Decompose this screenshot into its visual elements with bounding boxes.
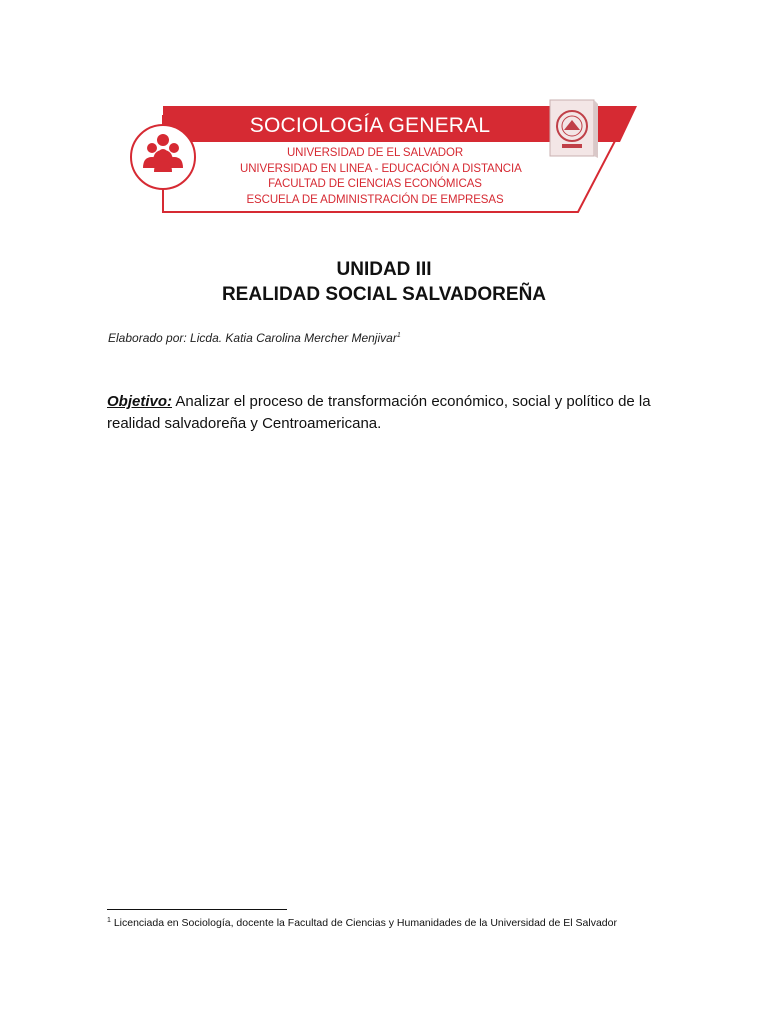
people-group-icon <box>131 118 195 182</box>
author-footnote-mark: 1 <box>396 332 401 339</box>
unit-title-heading: REALIDAD SOCIAL SALVADOREÑA <box>221 284 547 305</box>
footnote <box>107 917 617 929</box>
footnote-text: Licenciada en Sociología, docente la Facultad de Ciencias y Humanidades de la Universidad de El Salvador <box>113 917 617 929</box>
unit-number-heading: UNIDAD III <box>336 259 432 280</box>
objective-text: Analizar el proceso de transformación económico, social y político de la realidad salvadoreña y Centroamericana. <box>107 393 651 432</box>
banner-line-faculty: FACULTAD DE CIENCIAS ECONÓMICAS <box>268 178 482 190</box>
footnote-mark: 1 <box>107 917 111 924</box>
university-seal-icon <box>548 98 598 160</box>
author-line <box>108 331 401 345</box>
banner-institution-lines <box>240 146 522 208</box>
author-text: Elaborado por: Licda. Katia Carolina Mercher Menjivar <box>108 331 397 345</box>
footnote-separator <box>107 909 287 910</box>
banner-title: SOCIOLOGÍA GENERAL <box>249 114 491 137</box>
objective-label: Objetivo: <box>107 393 173 410</box>
banner-line-university: UNIVERSIDAD DE EL SALVADOR <box>286 147 464 159</box>
objective-paragraph <box>107 391 667 435</box>
banner-line-online: UNIVERSIDAD EN LINEA - EDUCACIÓN A DISTANCIA <box>240 162 522 175</box>
banner-line-school: ESCUELA DE ADMINISTRACIÓN DE EMPRESAS <box>246 193 504 206</box>
